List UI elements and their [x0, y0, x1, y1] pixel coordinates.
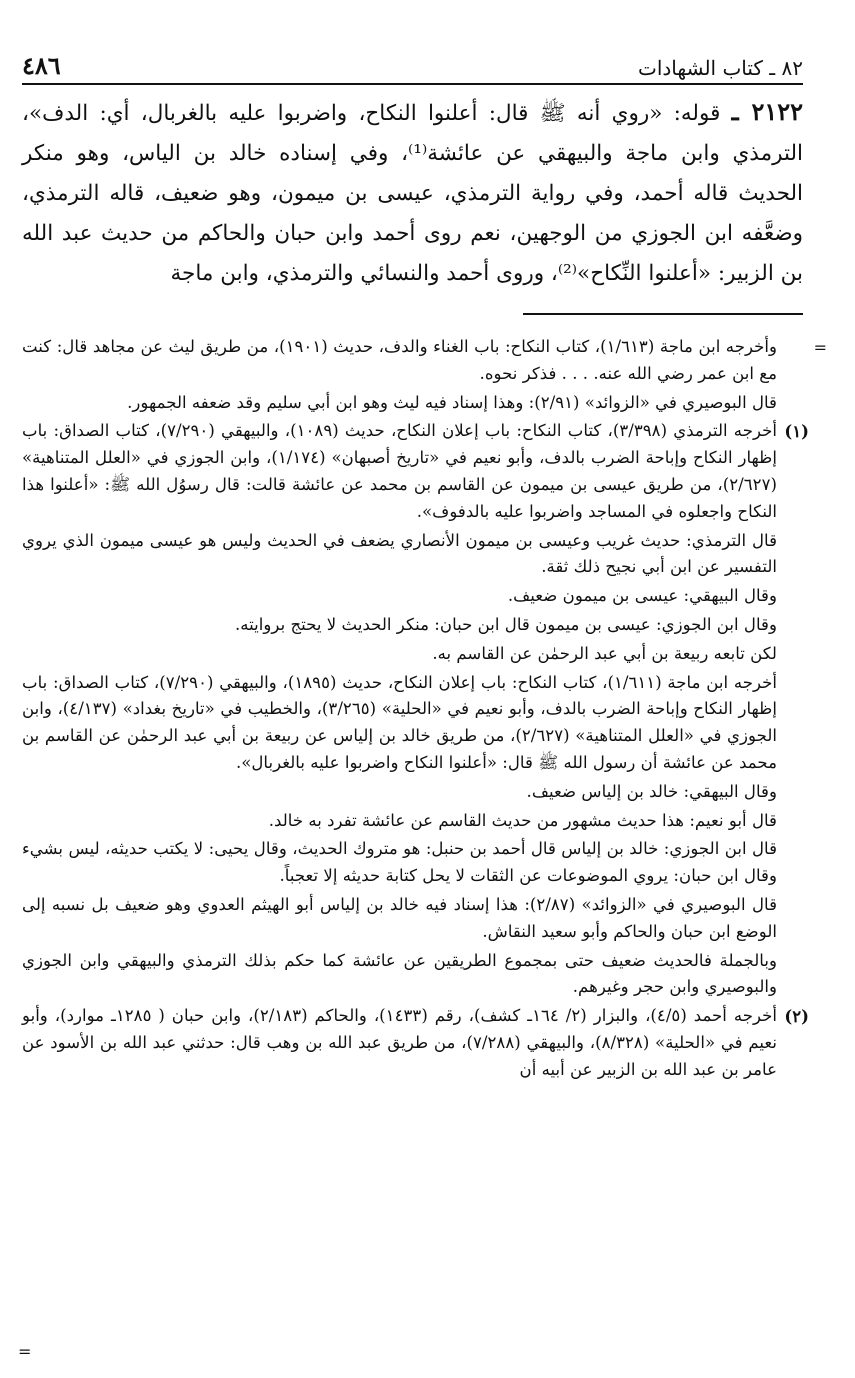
footnote-paragraph: لكن تابعه ربيعة بن أبي عبد الرحمٰن عن القاسم به.: [432, 643, 777, 663]
footnote-marker: (٢): [784, 1006, 809, 1027]
page-header: [22, 50, 803, 85]
hadith-number: ٢١٢٢ ـ: [731, 97, 803, 126]
footnote-separator: [523, 313, 803, 315]
carry-over-note: وأخرجه ابن ماجة (١/٦١٣)، كتاب النكاح: باب الغناء والدف، حديث (١٩٠١)، من طريق ليث عن مجاهد قال: كنت مع ابن عمر رضي الله عنه. . . . فذكر نحوه.: [22, 337, 778, 383]
footnote-marker: (١): [784, 421, 809, 442]
running-title: ٨٢ ـ كتاب الشهادات: [638, 56, 803, 80]
footnotes: [22, 334, 809, 1086]
footnote-paragraph: قال الترمذي: حديث غريب وعيسى بن ميمون الأنصاري يضعف في الحديث وليس هو عيسى ميمون الذي يروي التفسير عن ابن أبي نجيح ذلك ثقة.: [22, 530, 777, 577]
carry-over-note: قال البوصيري في «الزوائد» (٢/٩١): وهذا إسناد فيه ليث وهو ابن أبي سليم وقد ضعفه الجمهور.: [127, 392, 777, 412]
footnote-paragraph: أخرجه ابن ماجة (١/٦١١)، كتاب النكاح: باب إعلان النكاح، حديث (١٨٩٥)، والبيهقي (٧/٢٩٠)، كتاب الصداق: باب إظهار النكاح وإباحة الضرب بالدف، وأبو نعيم في «الحلية» (٣/٢٦٥)، والخطيب في «تاريخ بغداد» (٤/١٣٧)، وابن الجوزي في «العلل المتناهية» (٢/٦٢٧)، من طريق خالد بن إلياس عن ربيعة بن أبي عبد الرحمٰن عن القاسم بن محمد عن عائشة أن رسول الله ﷺ قال: «أعلنوا النكاح واضربوا عليه بالغربال».: [22, 672, 777, 772]
main-text: [22, 92, 803, 294]
main-paragraph: قوله: «روي أنه ﷺ قال: أعلنوا النكاح، واضربوا عليه بالغربال، أي: الدف»، الترمذي وابن ماجة والبيهقي عن عائشة⁽¹⁾، وفي إسناده خالد بن الياس، وهو منكر الحديث قاله أحمد، وفي رواية الترمذي، عيسى بن ميمون، وهو ضعيف، قاله الترمذي، وضعَّفه ابن الجوزي من الوجهين، نعم روى أحمد وابن حبان والحاكم من حديث عبد الله بن الزبير: «أعلنوا النِّكاح»⁽²⁾، وروى أحمد والنسائي والترمذي، وابن ماجة: [22, 101, 803, 286]
footnote-text: أخرجه أحمد (٤/٥)، والبزار (٢/ ١٦٤ـ كشف)، رقم (١٤٣٣)، والحاكم (٢/١٨٣)، وابن حبان ( ١٢٨٥ـ موارد)، وأبو نعيم في «الحلية» (٨/٣٢٨)، والبيهقي (٧/٢٨٨)، من طريق عبد الله بن وهب قال: حدثني عبد الله بن الأسود عن عامر بن عبد الله بن الزبير عن أبيه أن: [22, 1006, 778, 1079]
footnote-paragraph: وقال ابن الجوزي: عيسى بن ميمون قال ابن حبان: منكر الحديث لا يحتج بروايته.: [235, 614, 777, 634]
footnote-paragraph: وقال البيهقي: خالد بن إلياس ضعيف.: [526, 781, 777, 801]
footnote-paragraph: قال أبو نعيم: هذا حديث مشهور من حديث القاسم عن عائشة تفرد به خالد.: [268, 810, 777, 830]
footnote-2: [22, 1003, 809, 1083]
footnote-paragraph: وبالجملة فالحديث ضعيف حتى بمجموع الطريقين عن عائشة كما حكم بذلك الترمذي والبيهقي وابن الجوزي والبوصيري وابن حجر وغيرهم.: [22, 950, 777, 997]
continued-marker: =: [813, 338, 827, 357]
footnote-text: أخرجه الترمذي (٣/٣٩٨)، كتاب النكاح: باب إعلان النكاح، حديث (١٠٨٩)، والبيهقي (٧/٢٩٠)، كتاب الصداق: باب إظهار النكاح وإباحة الضرب بالدف، وأبو نعيم في «تاريخ أصبهان» (١/١٧٤)، وابن الجوزي في «العلل المتناهية» (٢/٦٢٧)، من طريق عيسى بن ميمون عن القاسم بن محمد عن عائشة قالت: قال رسوُل الله ﷺ: «أعلنوا هذا النكاح واجعلوه في المساجد واضربوا عليه بالدفوف».: [22, 421, 777, 521]
footnote-paragraph: قال ابن الجوزي: خالد بن إلياس قال أحمد بن حنبل: هو متروك الحديث، وقال يحيى: لا يكتب حديثه، ليس بشيء وقال ابن حبان: يروي الموضوعات عن الثقات لا يحل كتابة حديثه إلا تعجباً.: [22, 839, 777, 886]
page-number: ٤٨٦: [22, 51, 61, 80]
footnote-paragraph: وقال البيهقي: عيسى بن ميمون ضعيف.: [507, 586, 777, 606]
footnote-paragraph: قال البوصيري في «الزوائد» (٢/٨٧): هذا إسناد فيه خالد بن إلياس أبو الهيثم العدوي وهو ضعيف بل نسبه إلى الوضع ابن حبان والحاكم وأبو سعيد النقاش.: [22, 894, 777, 941]
continues-marker: =: [18, 1342, 32, 1361]
footnote-1: [22, 418, 809, 525]
